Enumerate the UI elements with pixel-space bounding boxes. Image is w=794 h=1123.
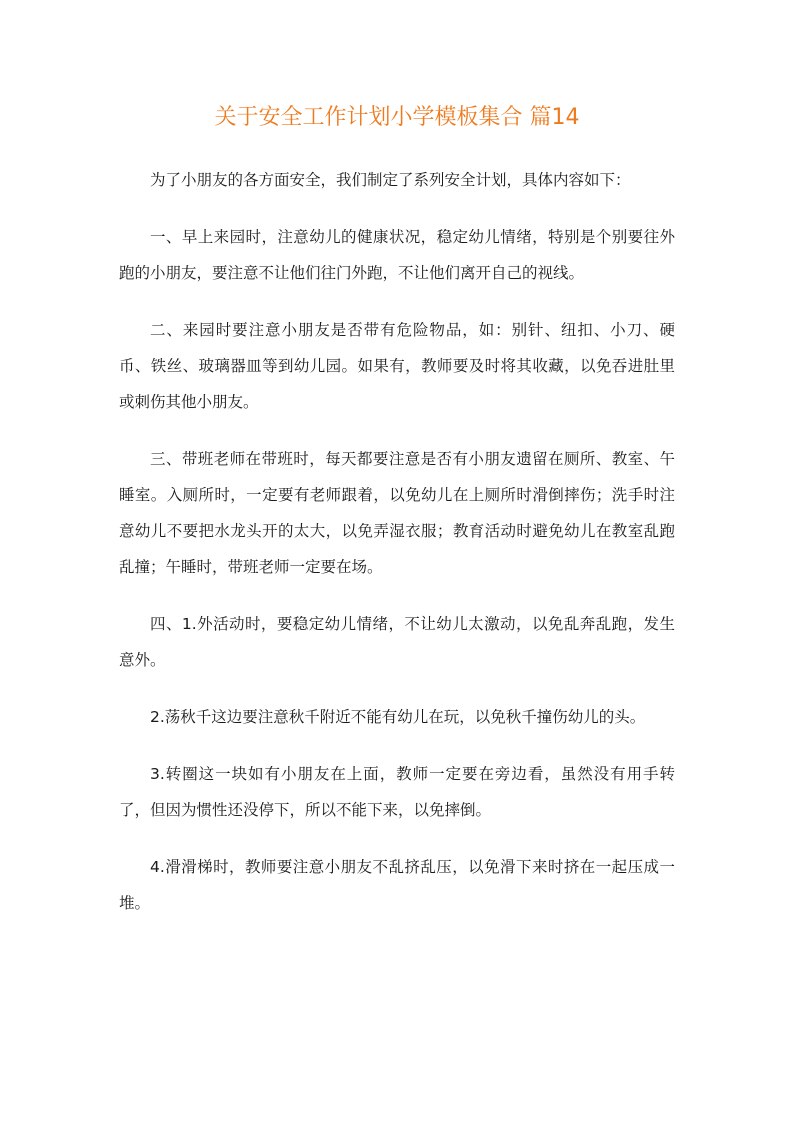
document-body bbox=[119, 162, 675, 942]
paragraph-outdoor-activity: 四、1.外活动时，要稳定幼儿情绪，不让幼儿太激动，以免乱奔乱跑，发生意外。 bbox=[119, 615, 675, 669]
document-title: 关于安全工作计划小学模板集合 篇14 bbox=[214, 105, 580, 130]
paragraph-dangerous-items: 二、来园时要注意小朋友是否带有危险物品，如：别针、纽扣、小刀、硬币、铁丝、玻璃器皿等到幼儿园。如果有，教师要及时将其收藏，以免吞进肚里或刺伤其他小朋友。 bbox=[119, 321, 675, 411]
paragraph-slide: 4.滑滑梯时，教师要注意小朋友不乱挤乱压，以免滑下来时挤在一起压成一堆。 bbox=[119, 858, 675, 912]
paragraph-merry-go-round: 3.转圈这一块如有小朋友在上面，教师一定要在旁边看，虽然没有用手转了，但因为惯性还没停下，所以不能下来，以免摔倒。 bbox=[119, 765, 675, 819]
paragraph-intro: 为了小朋友的各方面安全，我们制定了系列安全计划，具体内容如下： bbox=[150, 171, 631, 189]
paragraph-class-supervision: 三、带班老师在带班时，每天都要注意是否有小朋友遗留在厕所、教室、午睡室。入厕所时，一定要有老师跟着，以免幼儿在上厕所时滑倒摔伤；洗手时注意幼儿不要把水龙头开的太大，以免弄湿衣服；教育活动时避免幼儿在教室乱跑乱撞；午睡时，带班老师一定要在场。 bbox=[119, 450, 675, 576]
paragraph-swing: 2.荡秋千这边要注意秋千附近不能有幼儿在玩，以免秋千撞伤幼儿的头。 bbox=[150, 708, 646, 726]
paragraph-morning-arrival: 一、早上来园时，注意幼儿的健康状况，稳定幼儿情绪，特别是个别要往外跑的小朋友，要注意不让他们往门外跑，不让他们离开自己的视线。 bbox=[119, 228, 675, 282]
